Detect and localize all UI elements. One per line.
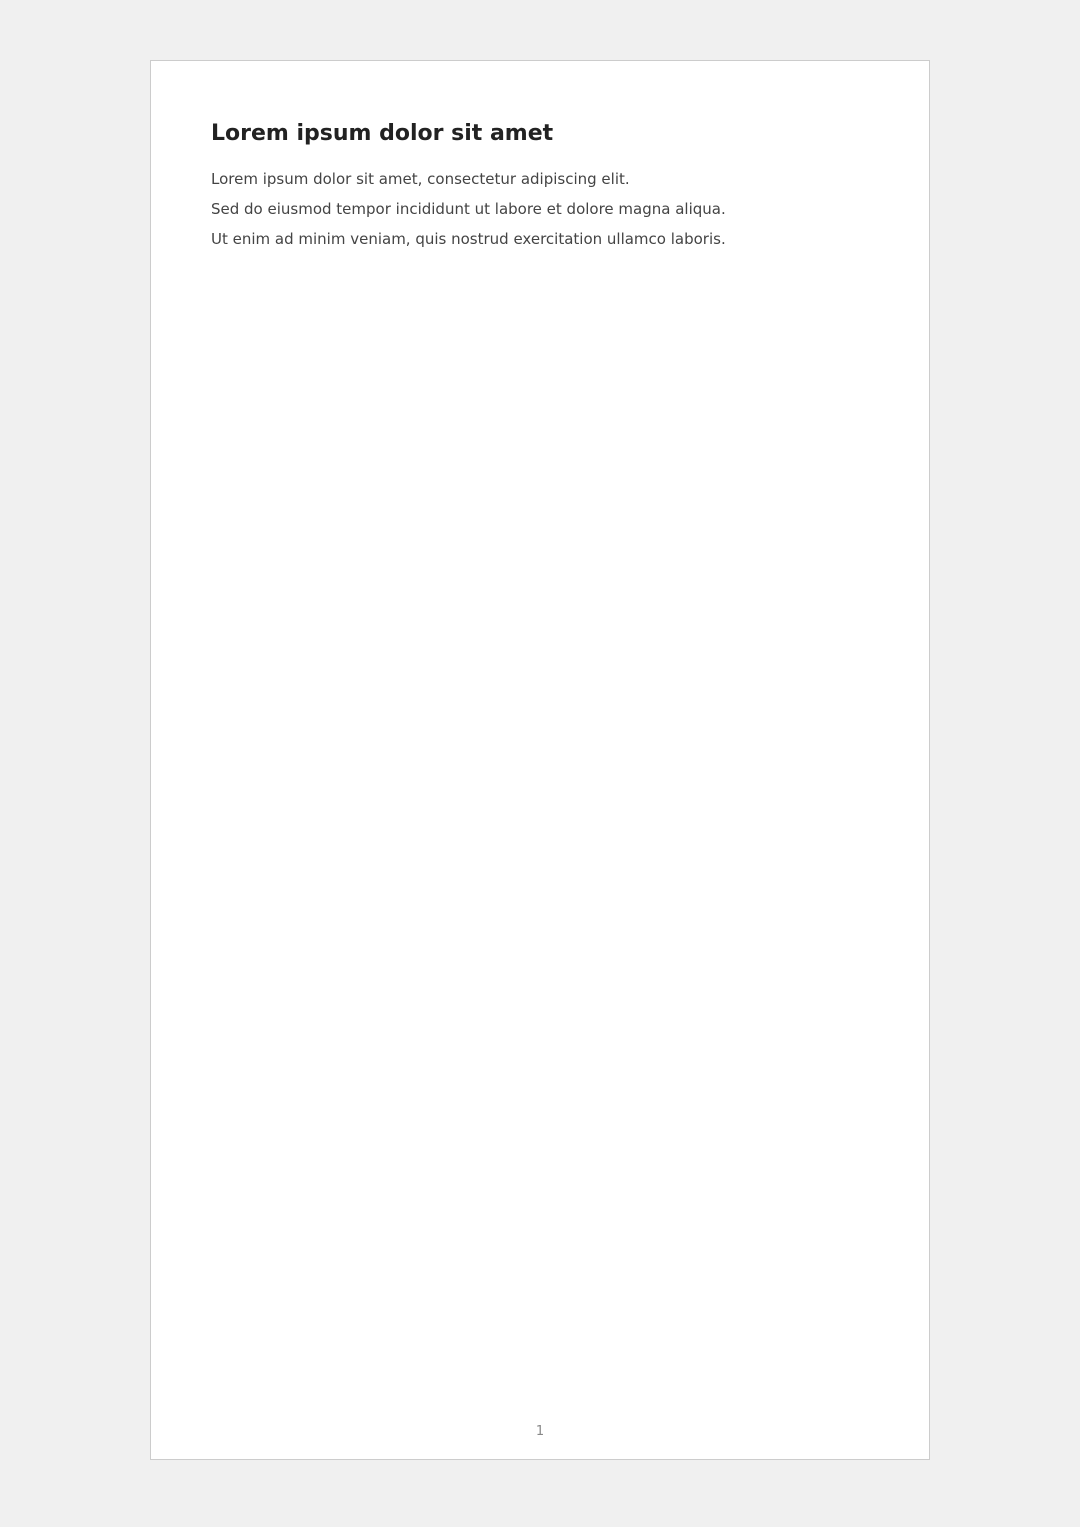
body-line: Lorem ipsum dolor sit amet, consectetur adipiscing elit. <box>211 170 630 188</box>
body-line: Sed do eiusmod tempor incididunt ut labore et dolore magna aliqua. <box>211 200 726 218</box>
page <box>150 60 930 1460</box>
page-number: 1 <box>535 1424 545 1439</box>
page-title: Lorem ipsum dolor sit amet <box>211 121 554 146</box>
body-line: Ut enim ad minim veniam, quis nostrud exercitation ullamco laboris. <box>211 230 726 248</box>
